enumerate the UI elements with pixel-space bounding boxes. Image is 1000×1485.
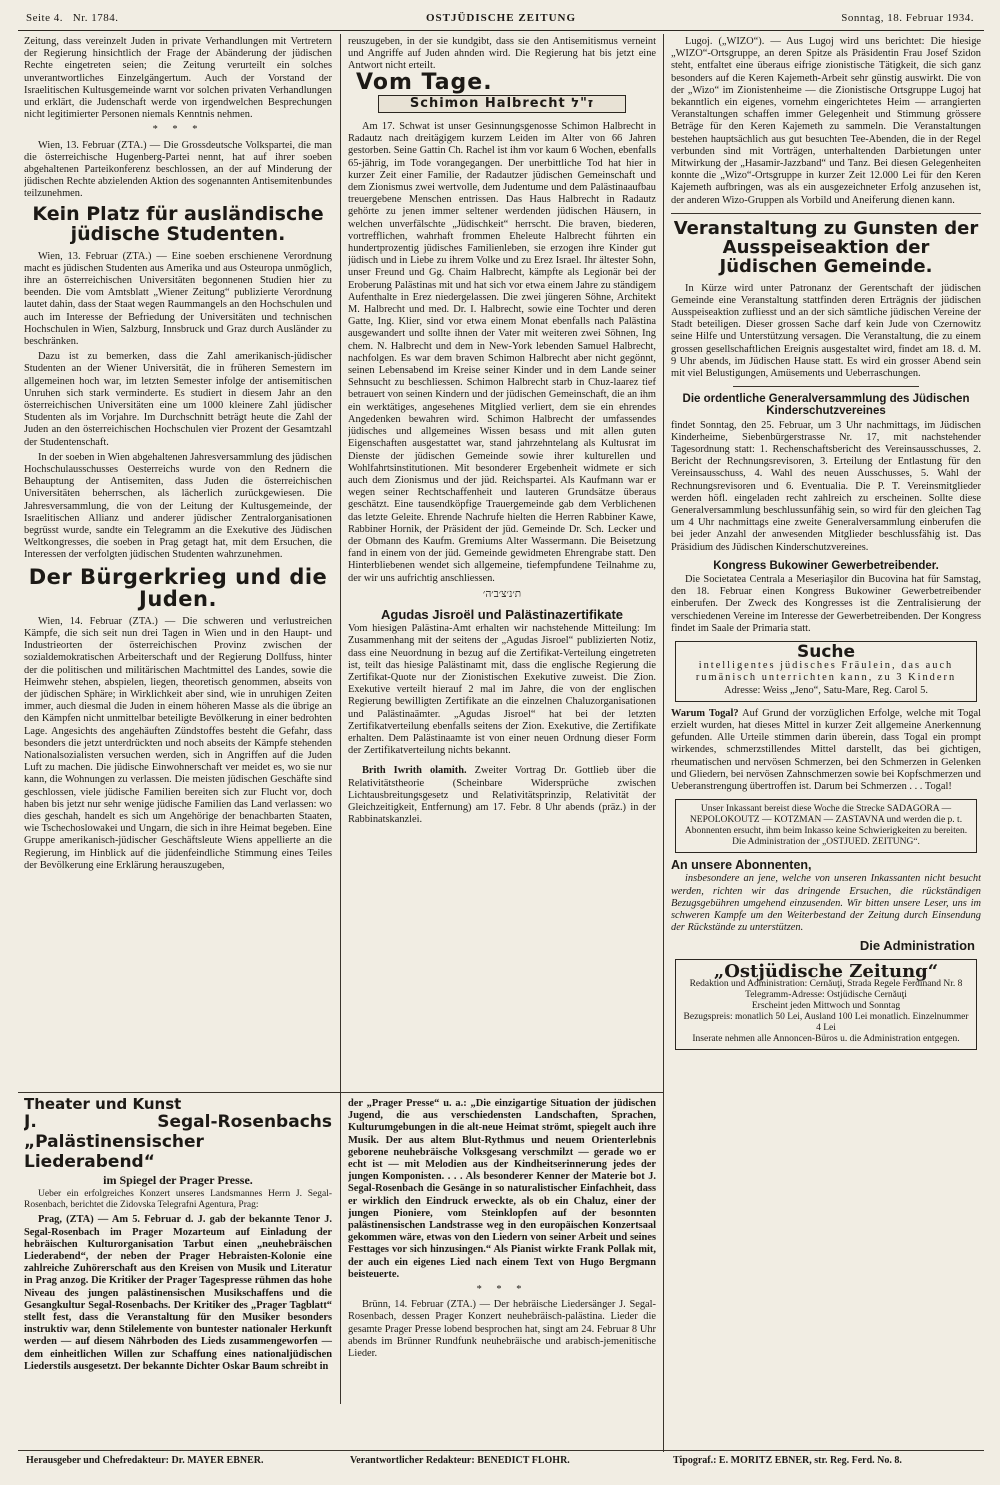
article-text: In Kürze wird unter Patronanz der Gerentschaft der jüdischen Gemeinde eine Veranstaltung stattfinden deren Erträgnis der jüdischen Ausspeiseaktion zufliesst und an der sich sämtliche jüdischen Vereine der Stadt beteiligen. Dieser grossen Sache darf kein Jude von Czernowitz seine Hilfe und Unterstützung versagen. Die Veranstaltung, die zu einem grossen gesellschaftlichen Ereignis ausgestaltet wird, findet am 18. d. M. 9 Uhr abends, im Jüdischen Hause statt. Es wird ein grosser Abend sein mit viel Belustigungen, Amüsements und Ueberraschungen. (671, 282, 981, 379)
lead-text: Ueber ein erfolgreiches Konzert unseres Landsmannes Herrn J. Segal-Rosenbach, berichtet die Zidovska Telegrafni Agentura, Prag: (24, 1189, 332, 1211)
article-text: Die Societatea Centrala a Meseriaşilor din Bucovina hat für Samstag, den 18. Februar einen Kongress Bukowiner Gewerbetreibender einberufen. Der Zweck des Kongresses ist die Zentralisierung der verschiedenen Vereine im Interesse der Gewerbetreibenden. Der Kongress findet im Saale der Primaria statt. (671, 573, 981, 634)
column-1 (24, 36, 332, 1088)
article-text: findet Sonntag, den 25. Februar, um 3 Uhr nachmittags, im Jüdischen Kinderheime, Siebenbürgerstrasse Nr. 17, mit nachstehender Tagesordnung statt: 1. Rechenschaftsbericht des Vereinsausschusses, 2. Bericht der Rechnungsrevisoren, 3. Erteilung der Entlastung für den Vereinsausschuss, 4. Wahl des neuen Ausschusses, 5. Wahl der Rechnungsrevisoren und 6. Eventualia. Die P. T. Vereinsmitglieder werden höfl. eingeladen recht zahlreich zu erscheinen. Sollte diese Generalversammlung beschlussunfähig sein, so wird für den gleichen Tag um 4 Uhr nachmittags eine zweite Generalversammlung einberufen die bei jeder Anzahl der anwesenden Mitglieder beschlussfähig ist. Das Präsidium des Jüdischen Kinderschutzvereines. (671, 419, 981, 553)
paper-info-address: Redaktion und Administration: Cernăuţi, Strada Regele Ferdinand Nr. 8 (689, 978, 963, 989)
imprint-editor: Herausgeber und Chefredakteur: Dr. MAYER EBNER. (26, 1455, 264, 1466)
imprint-responsible: Verantwortlicher Redakteur: BENEDICT FLOHR. (350, 1455, 570, 1466)
separator-stars: * * * (476, 1284, 528, 1296)
article-theater-continued (348, 1098, 656, 1446)
brith-title: Brith Iwrith olamith. (362, 765, 467, 777)
article-text: Wien, 14. Februar (ZTA.) — Die schweren und verlustreichen Kämpfe, die sich seit nun drei Tagen in Wien und in den Haupt- und Industrieorten der österreichischen Provinz zwischen der sozialdemokratischen Arbeiterschaft und der Regierung Dollfuss, hinter der die politischen und militärischen Machtmittel des Landes, sowie die Heimwehr stehen, abspielen, liegen, theoretisch genommen, abseits von der jüdischen Sphäre; in Wirklichkeit aber sind, wie in unruhigen Zeiten immer, auch diesmal die Juden in einem höheren Masse als die übrige an den Kämpfen nicht unmittelbar beteiligte Bevölkerung in einer bedrohten Lage. Angesichts des angehäuften Zündstoffes besteht die Gefahr, dass besonders die jetzt unterdrückten und noch abseits der Kämpfe stehenden Nationalsozialisten versuchen werden, sich in Angriffen auf die Juden Luft zu machen. Die jüdische Einwohnerschaft ver meidet es, wo sie nur kann, die Wohnungen zu verlassen. Die meisten jüdischen Geschäfte sind geschlossen, viele jüdische Familien bereiten sich zur Flucht vor, doch haben bis jetzt nur sehr wenige jüdische Familien das Land verlassen: wo dies geschah, handelt es sich um Angehörige der benachbarten Staaten, wie Tschechoslowakei und Ungarn, die sich in ihre Heimat begeben. Eine Gruppe amerikanisch-jüdischer Geschäftsleute Wiens appellierte an die Regierung, im Hinblick auf die jüdenfeindliche Stimmung eines Teiles der Bevölkerung eine Erklärung herauszugeben, (24, 615, 332, 871)
article-text: Prag, (ZTA) — Am 5. Februar d. J. gab der bekannte Tenor J. Segal-Rosenbach im Prager Mozarteum auf Einladung der hebräischen Kulturorganisation Tarbut einen „neuhebräischen Liederabend“, der neben der Prager Hebraisten-Kolonie eine zahlreiche Zuhörerschaft aus den Kreisen von Musik und Literatur in Prag anzog. Die Kritiker der Prager Tagespresse rühmen das hohe Niveau des jungen palästinensischen Musikschaffens und die Gesangkultur Segal-Rosenbachs. Der Kritiker des „Prager Tagblatt“ stellt fest, dass die Veranstaltung für den Musiker besonders instruktiv war, denn Stilelemente von buntester nationaler Herkunft werden — auf diesem Nährboden des Lieds zusammengeworfen — dem einheitlichen Willen zur Schaffung eines nationaljüdischen Liederstils ausgesetzt. Der bekannte Dichter Oskar Baum schreibt in (24, 1214, 332, 1372)
article-text: Vom hiesigen Palästina-Amt erhalten wir nachstehende Mitteilung: Im Zusammenhang mit der seitens der „Agudas Jisroel“ publizierten Notiz, dass eine Neuordnung in bezug auf die Zertifikat-Verteilung eingetreten ist, teilt das hiesige Palästinamt mit, dass die englische Regierung die Zertifikat-Quote nur der Zionistischen Exekutive zuweist. Die Zion. Exekutive verteilt hierauf 2 mal im Jahre, die von der englischen Regierung bewilligten Zertifikate an die einzelnen Chaluzorganisationen und Palästinaämter. „Agudas Jisroel“ hat bei der letzten Zertifikatverteilung ebenfalls seitens der Zion. Exekutive, die Zertifikate erhalten. Dem Palästinaamte ist von einer neuen Ordnung dieser Form der Zertifikatverteilung nichts bekannt. (348, 623, 656, 757)
headline-civil-war: Der Bürgerkrieg und die Juden. (28, 564, 328, 611)
column-rule (340, 34, 341, 1404)
article-text: In der soeben in Wien abgehaltenen Jahresversammlung des jüdischen Hochschulausschusses Oesterreichs wurde von den Rednern die Behauptung der Antisemiten, dass Juden die österreichischen Universitäten beherrschen, als lächerlich zurückgewiesen. Die Jahresversammlung, die von der Leitung der Kultusgemeinde, der Israelitischen Allianz und anderer jüdischer Zentralorganisationen begrüsst wurde, sandte ein Telegramm an die Exekutive des Jüdischen Weltkongresses, die soeben in Prag getagt hat, mit dem Ersuchen, die Interessen der verfolgten jüdischen Studenten wahrzunehmen. (24, 451, 332, 561)
article-text: Zeitung, dass vereinzelt Juden in private Verhandlungen mit Vertretern der Regierung hinsichtlich der Frage der Abänderung der jüdischen Rechte eingetreten seien; die Zeitung verurteilt ein solches unverantwortliches Einzelgängertum. Auch der Vorstand der Israelitischen Kultusgemeinde warnt vor solchen privaten Verhandlungen und erklärt, die Judenschaft werde von irgendwelchen Besprechungen nicht legitimierter Personen niemals Kenntnis nehmen. (24, 36, 332, 121)
headline-kongress: Kongress Bukowiner Gewerbetreibender. (713, 559, 939, 572)
column-rule (663, 34, 664, 1452)
headline-generalversammlung: Die ordentliche Generalversammlung des Jüdischen Kinderschutzvereines (682, 393, 970, 418)
imprint-footer (18, 1455, 984, 1469)
separator-stars: * * * (152, 124, 204, 136)
issue-date: Sonntag, 18. Februar 1934. (841, 12, 974, 24)
paper-info-price: Bezugspreis: monatlich 50 Lei, Ausland 100 Lei monatlich. Einzelnummer 4 Lei (683, 1011, 969, 1033)
ad-togal (671, 708, 981, 793)
article-text: Dazu ist zu bemerken, dass die Zahl amerikanisch-jüdischer Studenten an der Wiener Universität, die in früheren Semestern im allgemeinen hoch war, im letzten Semester infolge der antisemitischen Unruhen sich stark verminderte. Es studiert in diesem Jahr an den österreichischen Universitäten eine um 1000 kleinere Zahl jüdischer Studenten als im Vorjahre. Im Durchschnitt beträgt heute die Zahl der Juden an den österreichischen Hochschulen vier Prozent der Gesamtzahl der Studentenschaft. (24, 351, 332, 448)
divider (733, 386, 919, 387)
headline-veranstaltung: Veranstaltung zu Gunsten der Ausspeiseaktion der Jüdischen Gemeinde. (673, 217, 979, 277)
headline-foreign-students: Kein Platz für ausländische jüdische Studenten. (32, 202, 324, 245)
footer-rule (18, 1450, 984, 1451)
article-text: Brünn, 14. Februar (ZTA.) — Der hebräische Liedersänger J. Segal-Rosenbach, dessen Prager Konzert neuhebräisch-palästina. Lieder die gesamte Prager Presse lobend besprochen hat, singt am 24. Februar 8 Uhr abends im Brünner Rundfunk neuhebräische und arabisch-jemenitische Lieder. (348, 1299, 656, 1360)
article-text: Zweiter Vortrag Dr. Gottlieb über die Relativitätstheorie (Scheinbare Widersprüche zwischen Lichtausbreitungsgesetz und Relativitätsprinzip, Relativität der Gleichzeitigkeit, Entfernung) am 17. Febr. 8 Uhr abends (präz.) in der Rabbinatskanzlei. (348, 765, 656, 826)
page-header (18, 10, 984, 31)
hebrew-abbreviation: ת׳נ׳צ׳ב׳ה׳ (482, 588, 522, 600)
page-number: Seite 4. Nr. 1784. (26, 12, 119, 24)
newspaper-name: OSTJÜDISCHE ZEITUNG (425, 12, 577, 24)
article-text: reuszugeben, in der sie kundgibt, dass sie den Antisemitismus verneint und Angriffe auf Juden ahnden wird. Die Regierung hat bis jetzt eine Antwort nicht erteilt. (348, 36, 656, 72)
divider (671, 213, 981, 214)
obituary-text: Am 17. Schwat ist unser Gesinnungsgenosse Schimon Halbrecht in Radautz nach dreitägigem kurzem Leiden im Alter von 66 Jahren gestorben. Seine Gattin Ch. Rachel ist ihm vor kaum 6 Wochen, ebenfalls 65-jährig, im Tode vorangegangen. Der unerbittliche Tod hat hier in kurzer Zeit einer Familie, der Radautzer jüdischen Gemeinschaft und dem Zionismus zwei wertvolle, dem Judentume und dem Palästinaaufbau treuergebene Menschen entrissen. Das Haus Halbrecht in Radautz gehörte zu jenen immer seltener werdenden jüdischen Häusern, in welchen unverfälschte „Jüdischkeit“ herrscht. Die braven, biederen, vortrefflichen, wahrhaft frommen Eheleute Halbrecht führten ein hundertprozentig jüdisches Familienleben, sie erzogen ihre Kinder gut jüdisch und in Liebe zu ihrem Volke und zu Erez Israel. Ihr ältester Sohn, unser Freund und Gg. Chaim Halbrecht, kämpfte als Legionär bei der Eroberung Palästinas mit und hat sich vor etwa einem Jahre zu ständigem Aufenthalte in Erez niedergelassen. Die zwei jüngeren Söhne, Architekt M. Halbrecht und med. Dr. I. Halbrecht, sowie eine Tochter und deren Gatte, Ing. Klier, sind vor etwa einem Monat ebenfalls nach Palästina ausgewandert und sollte ihnen der Vater mit weiteren zwei Söhnen, Ing chem. N. Halbrecht und dem in New-York lebenden Samuel Halbrecht, nachfolgen. Es war dem braven Schimon Halbrecht aber nicht gegönnt, seinen Lebensabend im Kreise seiner Kinder und in dem Lande seiner Sehnsucht zu beschliessen. Schimon Halbrecht starb in Chuz-laarez tief betrauert von seinen Kindern und der jüdischen Gemeinschaft, die an ihm ein werktätiges, angesehenes Mitglied verliert, dem sie ein ehrendes Angedenken bewahren wird. Schimon Halbrecht der umfassendes jüdisches und allgemeines Wissen besass und mit allen guten Eigenschaften ausgestattet war, stand jahrzehntelang als Kultusrat im Dienste der jüdischen Gemeinde sowie ihrer kulturellen und Wohlfahrtsinstitutionen. Mit besonderer Ergebenheit widmete er sich auch dem Zionismus und der jüd. Reichspartei. Als Kaufmann war er wegen seiner Rechtschaffenheit und lauteren Grundsätze überaus geschätzt. Eine tausendköpfige Trauergemeinde gab dem Verblichenen das letzte Geleite. Ehrende Nachrufe hielten die Herren Rabbiner Kawe, Rabbiner Hornik, der Präsident der jüd. Gemeinde Dr. Sch. Lecker und der Obmann des Kaufm. Gremiums Alter Wassermann. Die Beisetzung fand in einem von der jüd. Gemeinde gewidmeten Ehrengrabe statt. Den Hinterbliebenen wendet sich allgemeine, tiefempfundene Teilnahme zu, der wir uns aufrichtig anschliessen. (348, 121, 656, 584)
subheadline: im Spiegel der Prager Presse. (103, 1173, 253, 1188)
ad-suche (675, 641, 977, 702)
headline-segal-rosenbach: J. Segal-Rosenbachs „Palästinensischer Liederabend“ (24, 1112, 332, 1173)
article-text: Wien, 13. Februar (ZTA.) — Die Grossdeutsche Volkspartei, die man die österreichische Hugenberg-Partei nennt, hat auf ihrer soeben abgehaltenen Parteikonferenz beschlossen, an der auf Minderung der jüdischen Rechte abzielenden Aktion des sogenannten Antisemitenbundes teilzunehmen. (24, 139, 332, 200)
section-kicker-theater: Theater und Kunst (24, 1098, 182, 1113)
abonnenten-text: insbesondere an jene, welche von unseren Inkassanten nicht besucht werden, richten wir das dringende Ersuchen, die rückständigen Bezugsgebühren umgehend einzusenden. Wir bitten unsere Leser, uns im schweren Kampfe um den Weiterbestand der Zeitung durch Einsendung der Rückstände zu unterstützen. (671, 873, 981, 934)
paper-info-schedule: Erscheint jeden Mittwoch und Sonntag (751, 1000, 901, 1011)
article-text: Lugoj. („WIZO“). — Aus Lugoj wird uns berichtet: Die hiesige „WIZO“-Ortsgruppe, an deren Spitze als Präsidentin Frau Josef Szidon steht, entfaltet eine überaus eifrige zionistische Tätigkeit, die sich ganz besonders auf die Keren Kajemeth-Arbeit sehr günstig auswirkt. Die von der „Wizo“ im Zionistenheime — die Zionistische Ortsgruppe Lugoj hat bekanntlich ein eigenes, vornehm eingerichtetes Heim — arrangierten Veranstaltungen schaffen immer Gelegenheit und Stimmung grössere Beträge für den Keren Kajemeth zu sammeln. Die Veranstaltungen bestehen hauptsächlich aus gut besuchten Tee-Abenden, die in der Regel verbunden sind mit Vorträgen, unterhaltenden Darbietungen unter Mitwirkung der „Hasamir-Jazzband“ und Tanz. Bei diesen Gelegenheiten konnte die „Wizo“-Ortsgruppe in kurzer Zeit 12.000 Lei für den Keren Kajemeth aufbringen, was als ein ausgezeichneter Erfolg anzusehen ist, der anderen Wizo-Gruppen als Vorbild und Aneiferung dienen kann. (671, 36, 981, 206)
column-2 (348, 36, 656, 1088)
article-theater (24, 1098, 332, 1446)
article-text: Wien, 13. Februar (ZTA.) — Eine soeben erschienene Verordnung macht es jüdischen Studenten aus Amerika und aus Osteuropa unmöglich, ihre an österreichischen Universitäten begonnenen Studien hier zu beenden. Die vom Amtsblatt „Wiener Zeitung“ publizierte Verordnung lautet dahin, dass der Staat wegen Raummangels an den Hochschulen und auch im Interesse der Befriedung der Universitäten und technischen Hochschulen in Wien, Salzburg, Innsbruck und Graz durch Ausländer zu beschränken. (24, 250, 332, 347)
imprint-printer: Tipograf.: E. MORITZ EBNER, str. Reg. Ferd. No. 8. (673, 1455, 902, 1466)
obituary-title: Schimon Halbrecht ז"ל (378, 95, 626, 113)
section-title-vom-tage: Vom Tage. (356, 69, 493, 95)
administration-signature: Die Administration (859, 938, 975, 954)
ad-togal-text: Auf Grund der vorzüglichen Erfolge, welche mit Togal erzielt wurden, hat dieses Mittel in kurzer Zeit allgemeine Anerkennung gefunden. Alle Urteile stimmen darin überein, dass Togal ein prompt wirkendes, schmerzstillendes Mittel darstellt, das bei gichtigen, rheumatischen und nervösen Schmerzen, bei den Schmerzen in Gelenken und Gliedern, bei nervösen Zahnschmerzen sowie bei Kopfschmerzen und Ueberanstrengung übertroffen ist. Darum bei Schmerzen . . . Togal! (671, 707, 981, 793)
ad-suche-title: Suche (796, 642, 856, 662)
ad-suche-text: intelligentes jüdisches Fräulein, das auch rumänisch unterrichten kann, zu 3 Kindern (695, 660, 957, 684)
column-3 (671, 36, 981, 1448)
section-rule (18, 1092, 663, 1093)
article-text: der „Prager Presse“ u. a.: „Die einzigartige Situation der jüdischen Jugend, die aus verschiedensten Landschaften, Sprachen, Kulturumgebungen in die alt-neue Heimat strömt, spiegelt auch ihre Musik. Der aus altem Blut-Rythmus und neuem Orienterlebnis geborene neuhebräische Volksgesang verschmilzt — gerade wo er echt ist — mit Melodien aus der Kindheitserinnerung jedes der jungen Komponisten. . . . Als besonderer Kenner der Materie bot J. Segal-Rosenbach die Gesänge in so naturalistischer Einfachheit, dass er wirklich den Eindruck erweckte, als ob ein Chaluz, einer der jungen Pioniere, vom Steinklopfen auf der besonnten palästinensischen Landstrasse weg in den europäischen Konzertsaal gekommen wäre, etwas von den Liedern von seiner Arbeit und seines Festtages vor sich hinzusingen.“ Als Pianist wirkte Frank Pollak mit, der auch ein eigenes Lied nach einem Text von Hugo Bergmann beisteuerte. (348, 1098, 656, 1280)
headline-agudas: Agudas Jisroël und Palästinazertifikate (380, 606, 624, 622)
notice-inkasso: Unser Inkassant bereist diese Woche die Strecke SADAGORA — NEPOLOKOUTZ — KOTZMAN — ZASTAVNA und werden die p. t. Abonnenten ersucht, ihm beim Inkasso keine Schwierigkeiten zu bereiten. Die Administration der „OSTJUED. ZEITUNG“. (675, 799, 977, 853)
article-brith (348, 765, 656, 826)
abonnenten-title: An unsere Abonnenten, (671, 858, 812, 873)
paper-info-box (675, 959, 977, 1050)
paper-info-telegram: Telegramm-Adresse: Ostjüdische Cernăuţi (745, 989, 907, 1000)
togal-title: Warum Togal? (671, 707, 739, 719)
issue-number: Nr. 1784. (72, 12, 119, 24)
paper-info-title: „Ostjüdische Zeitung“ (713, 960, 939, 982)
newspaper-page (18, 10, 984, 1478)
paper-info-ads: Inserate nehmen alle Annoncen-Büros u. die Administration entgegen. (692, 1033, 960, 1044)
ad-suche-address: Adresse: Weiss „Jeno“, Satu-Mare, Reg. Carol 5. (724, 684, 928, 696)
